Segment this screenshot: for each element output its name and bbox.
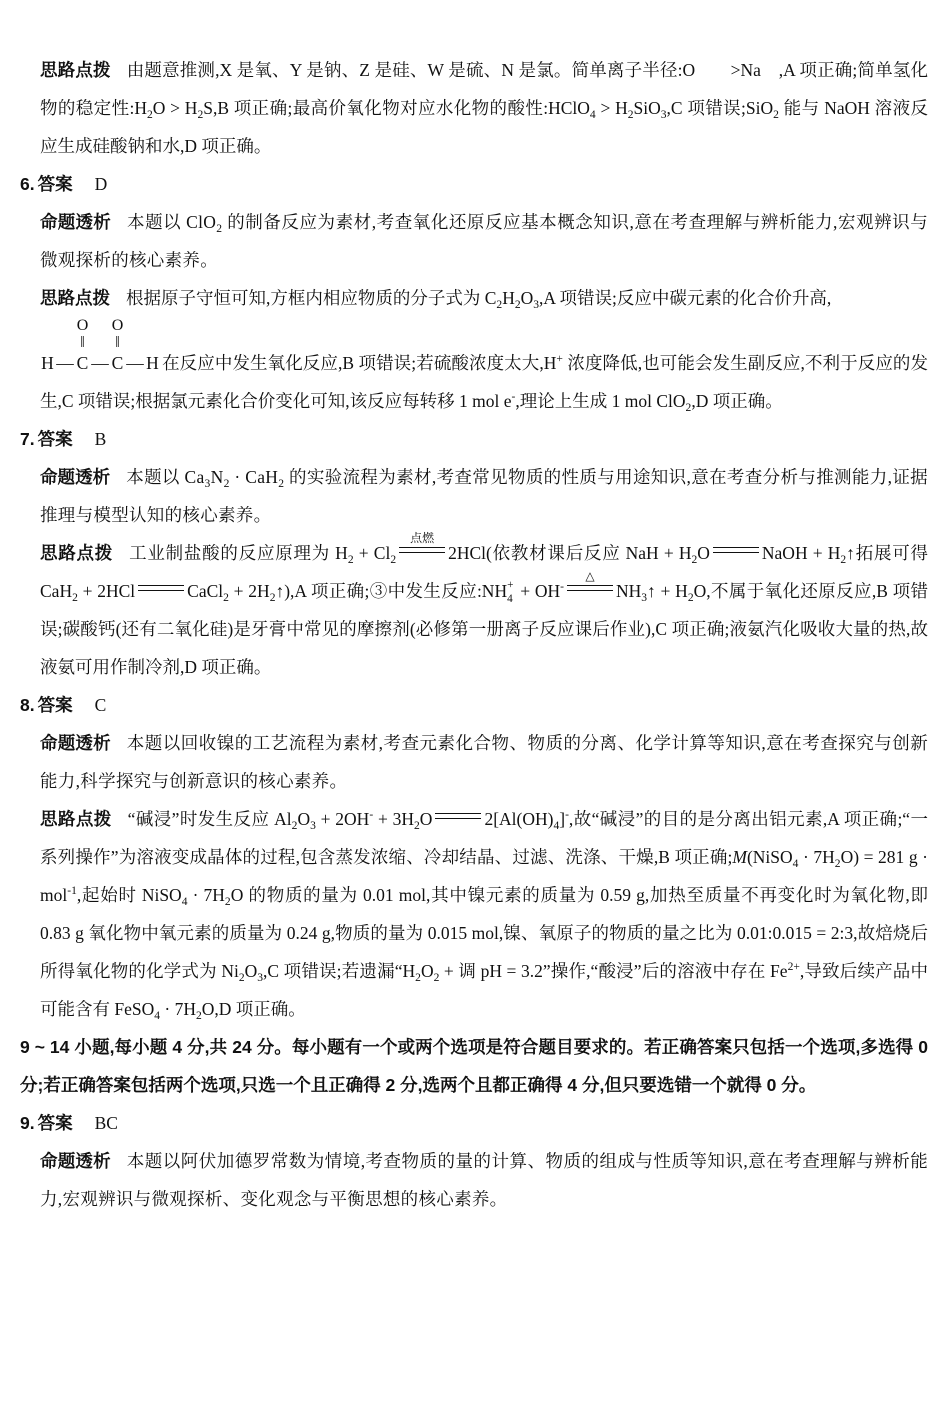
subscript: 2 <box>196 1010 202 1023</box>
subscript: 2 <box>834 858 841 871</box>
subscript: 4 <box>553 820 560 833</box>
subscript: 2 <box>146 109 153 122</box>
analysis-label: 思路点拨 <box>40 60 111 80</box>
answer-label: 答案 <box>37 695 73 715</box>
formula-row-top <box>40 317 160 334</box>
atom: O <box>111 317 124 334</box>
atom: ‖ <box>80 334 85 351</box>
q7-analysis <box>40 531 929 686</box>
atom: C <box>111 353 124 373</box>
atom: H <box>146 353 159 373</box>
subscript: 2 <box>496 299 503 312</box>
q5-analysis <box>40 51 928 165</box>
analysis-label: 思路点拨 <box>40 543 114 563</box>
subscript: 2 <box>390 554 397 567</box>
atom: H <box>41 353 54 373</box>
q8-intent <box>40 724 928 800</box>
intent-text: 本题以 ClO$_2$ 的制备反应为素材,考查氧化还原反应基本概念知识,意在考查理解与辨析能力,宏观辨识与微观探析的核心素养。 <box>40 212 928 270</box>
q8-analysis <box>40 800 928 1028</box>
analysis-label: 思路点拨 <box>40 809 112 829</box>
subscript: 4 <box>589 109 596 122</box>
question-number: 6. <box>20 174 35 194</box>
subscript: 2 <box>347 554 354 567</box>
superscript: - <box>565 809 569 822</box>
subscript: 2 <box>433 972 440 985</box>
italic-symbol: M <box>732 847 747 867</box>
answer-label: 答案 <box>37 429 73 449</box>
subscript: 3 <box>310 820 316 833</box>
subscript: 2 <box>223 592 229 605</box>
analysis-label: 思路点拨 <box>40 288 110 308</box>
subscript: 2 <box>685 402 692 415</box>
subscript: 2 <box>197 109 204 122</box>
intent-text: 本题以回收镍的工艺流程为素材,考查元素化合物、物质的分离、化学计算等知识,意在考查探究与创新能力,科学探究与创新意识的核心素养。 <box>40 733 929 791</box>
subscript: 2 <box>72 592 78 605</box>
reaction-equals-sign <box>435 813 481 819</box>
subscript: 2 <box>840 554 847 567</box>
intent-label: 命题透析 <box>40 467 111 487</box>
formula-row-chain <box>40 351 160 375</box>
q7-intent <box>40 458 928 534</box>
reaction-equals-sign <box>713 547 759 553</box>
bond: — <box>91 353 109 373</box>
intent-text: 本题以 $Ca_3N_2 \cdot CaH_2$ 的实验流程为素材,考查常见物质的性质与用途知识,意在考查分析与推测能力,证据推理与模型认知的核心素养。 <box>40 467 928 525</box>
sub-superscript <box>507 578 515 606</box>
section-instructions: 9 ~ 14 小题,每小题 4 分,共 24 分。每小题有一个或两个选项是符合题目要求的。若正确答案只包括一个选项,多选得 0 分;若正确答案包括两个选项,只选一个且正确得 2 分,选两个且都正确得 4 分,但只要选错一个就得 0 分。 <box>20 1037 928 1095</box>
superscript: - <box>560 581 564 594</box>
subscript: 2 <box>224 896 231 909</box>
bond: — <box>126 353 144 373</box>
answer-value: B <box>94 429 107 449</box>
subscript: 2 <box>627 109 634 122</box>
answer-label: 答案 <box>37 1113 73 1133</box>
atom: O <box>76 317 89 334</box>
subscript: 4 <box>181 896 188 909</box>
intent-label: 命题透析 <box>40 1151 111 1171</box>
reaction-condition: △ <box>585 569 595 584</box>
q6-intent <box>40 203 928 279</box>
atom: C <box>76 353 89 373</box>
q7-answer <box>20 420 928 458</box>
structural-formula <box>40 317 160 375</box>
subscript: 2 <box>278 478 285 491</box>
answer-label: 答案 <box>37 174 73 194</box>
subscript: 2 <box>223 478 230 491</box>
subscript: 2 <box>238 972 245 985</box>
superscript: 2+ <box>787 961 800 974</box>
intent-label: 命题透析 <box>40 733 111 753</box>
reaction-condition: 点燃 <box>410 531 435 546</box>
subscript: 2 <box>514 299 521 312</box>
q8-answer <box>20 686 928 724</box>
subscript: 2 <box>216 223 223 236</box>
answer-value: D <box>94 174 108 194</box>
subscript: 2 <box>291 820 298 833</box>
superscript: - <box>369 809 374 822</box>
question-number: 7. <box>20 429 35 449</box>
q9-intent <box>40 1142 928 1218</box>
analysis-text: 由题意推测,X 是氧、Y 是钠、Z 是硅、W 是硫、N 是氯。简单离子半径:O >Na ,A 项正确;简单氢化物的稳定性$:H_2O > H_2S,B$ 项正确;最高价氧化物对应水化物的酸性:HClO$_4$ > $H_2SiO_3,C$ 项错误;SiO$_2$ 能与 NaOH 溶液反应生成硅酸钠和水,D 项正确。 <box>40 60 929 156</box>
question-number: 9. <box>20 1113 35 1133</box>
analysis-text: 根据原子守恒可知,方框内相应物质的分子式为 $C_2H_2O_3,A$ 项错误;反应中碳元素的化合价升高, O O ‖ ‖ H — C — C — H 在反应中发生氧化反应,B 项错误;若硫酸浓度太大,H+ 浓度降低,也可能会发生副反应,不利于反应的发生,C 项错误;根据氯元素化合价变化可知,该反应每转移 1 mol e-,理论上生成 1 mol ClO$_2$,D 项正确。 <box>40 288 929 415</box>
intent-text: 本题以阿伏加德罗常数为情境,考查物质的量的计算、物质的组成与性质等知识,意在考查理解与辨析能力,宏观辨识与微观探析、变化观念与平衡思想的核心素养。 <box>40 1151 929 1209</box>
subscript: 2 <box>687 592 694 605</box>
q9-answer <box>20 1104 928 1142</box>
superscript: + <box>507 578 514 591</box>
subscript: 2 <box>414 820 420 833</box>
superscript: - <box>511 391 516 404</box>
subscript: 2 <box>269 592 276 605</box>
reaction-equals-sign <box>567 569 613 591</box>
subscript: 2 <box>415 972 421 985</box>
subscript: 4 <box>792 858 799 871</box>
subscript: 3 <box>641 592 648 605</box>
superscript: -1 <box>67 885 77 898</box>
subscript: 3 <box>257 972 264 985</box>
subscript: 2 <box>691 554 698 567</box>
subscript: 4 <box>507 593 513 606</box>
q6-answer <box>20 165 928 203</box>
reaction-equals-sign <box>138 585 184 591</box>
question-number: 8. <box>20 695 35 715</box>
subscript: 2 <box>773 109 779 122</box>
answer-value: BC <box>94 1113 118 1133</box>
analysis-text: 工业制盐酸的反应原理为 $H_2 + Cl_2$ 点燃 2HCl(依教材课后反应 NaH + $H_2O$ NaOH + $H_2↑$拓展可得 CaH$_2$ + 2HCl CaCl$_2$ + $2H_2↑),A$ 项正确;③中发生反应:NH + 4 + OH- △ $NH_3↑ + H_2O$,不属于氧化还原反应,B 项错误;碳酸钙(还有二氧化硅)是牙膏中常见的摩擦剂(必修第一册离子反应课后作业),C 项正确;液氨汽化吸收大量的热,故液氨可用作制冷剂,D 项正确。 <box>40 531 929 677</box>
subscript: 3 <box>204 478 211 491</box>
intent-label: 命题透析 <box>40 212 112 232</box>
subscript: 4 <box>154 1010 161 1023</box>
superscript: + <box>556 353 563 366</box>
formula-row-mid <box>40 334 160 351</box>
analysis-text: “碱浸”时发生反应 $Al_2O_3 + 2OH^- + 3H_2O$ $2[Al(OH)_4]^-$,故“碱浸”的目的是分离出铝元素,A 项正确;“一系列操作”为溶液变成晶体的过程,包含蒸发浓缩、冷却结晶、过滤、洗涤、干燥,B 项正确;M(NiSO$_4$ · $7H_2O) = 281$ g · mol$^{-1}$,起始时 NiSO$_4$ · $7H_2O$ 的物质的量为 0.01 mol,其中镍元素的质量为 0.59 g,加热至质量不再变化时为氧化物,即 0.83 g 氧化物中氧元素的质量为 0.24 g,物质的量为 0.015 mol,镍、氧原子的物质的量之比为 0.01:0.015 = 2:3,故焙烧后所得氧化物的化学式为 $Ni_2O_3,C$ 项错误;若遗漏“$H_2O_2$ + 调 pH = 3.2”操作,“酸浸”后的溶液中存在 $Fe^{2+}$,导致后续产品中可能含有 FeSO$_4$ · $7H_2O,D$ 项正确。 <box>40 809 928 1023</box>
subscript: 3 <box>660 109 667 122</box>
bond: — <box>56 353 74 373</box>
reaction-equals-sign <box>399 531 445 553</box>
q6-analysis <box>40 279 928 420</box>
atom: ‖ <box>115 334 120 351</box>
subscript: 3 <box>533 299 540 312</box>
answer-value: C <box>94 695 107 715</box>
